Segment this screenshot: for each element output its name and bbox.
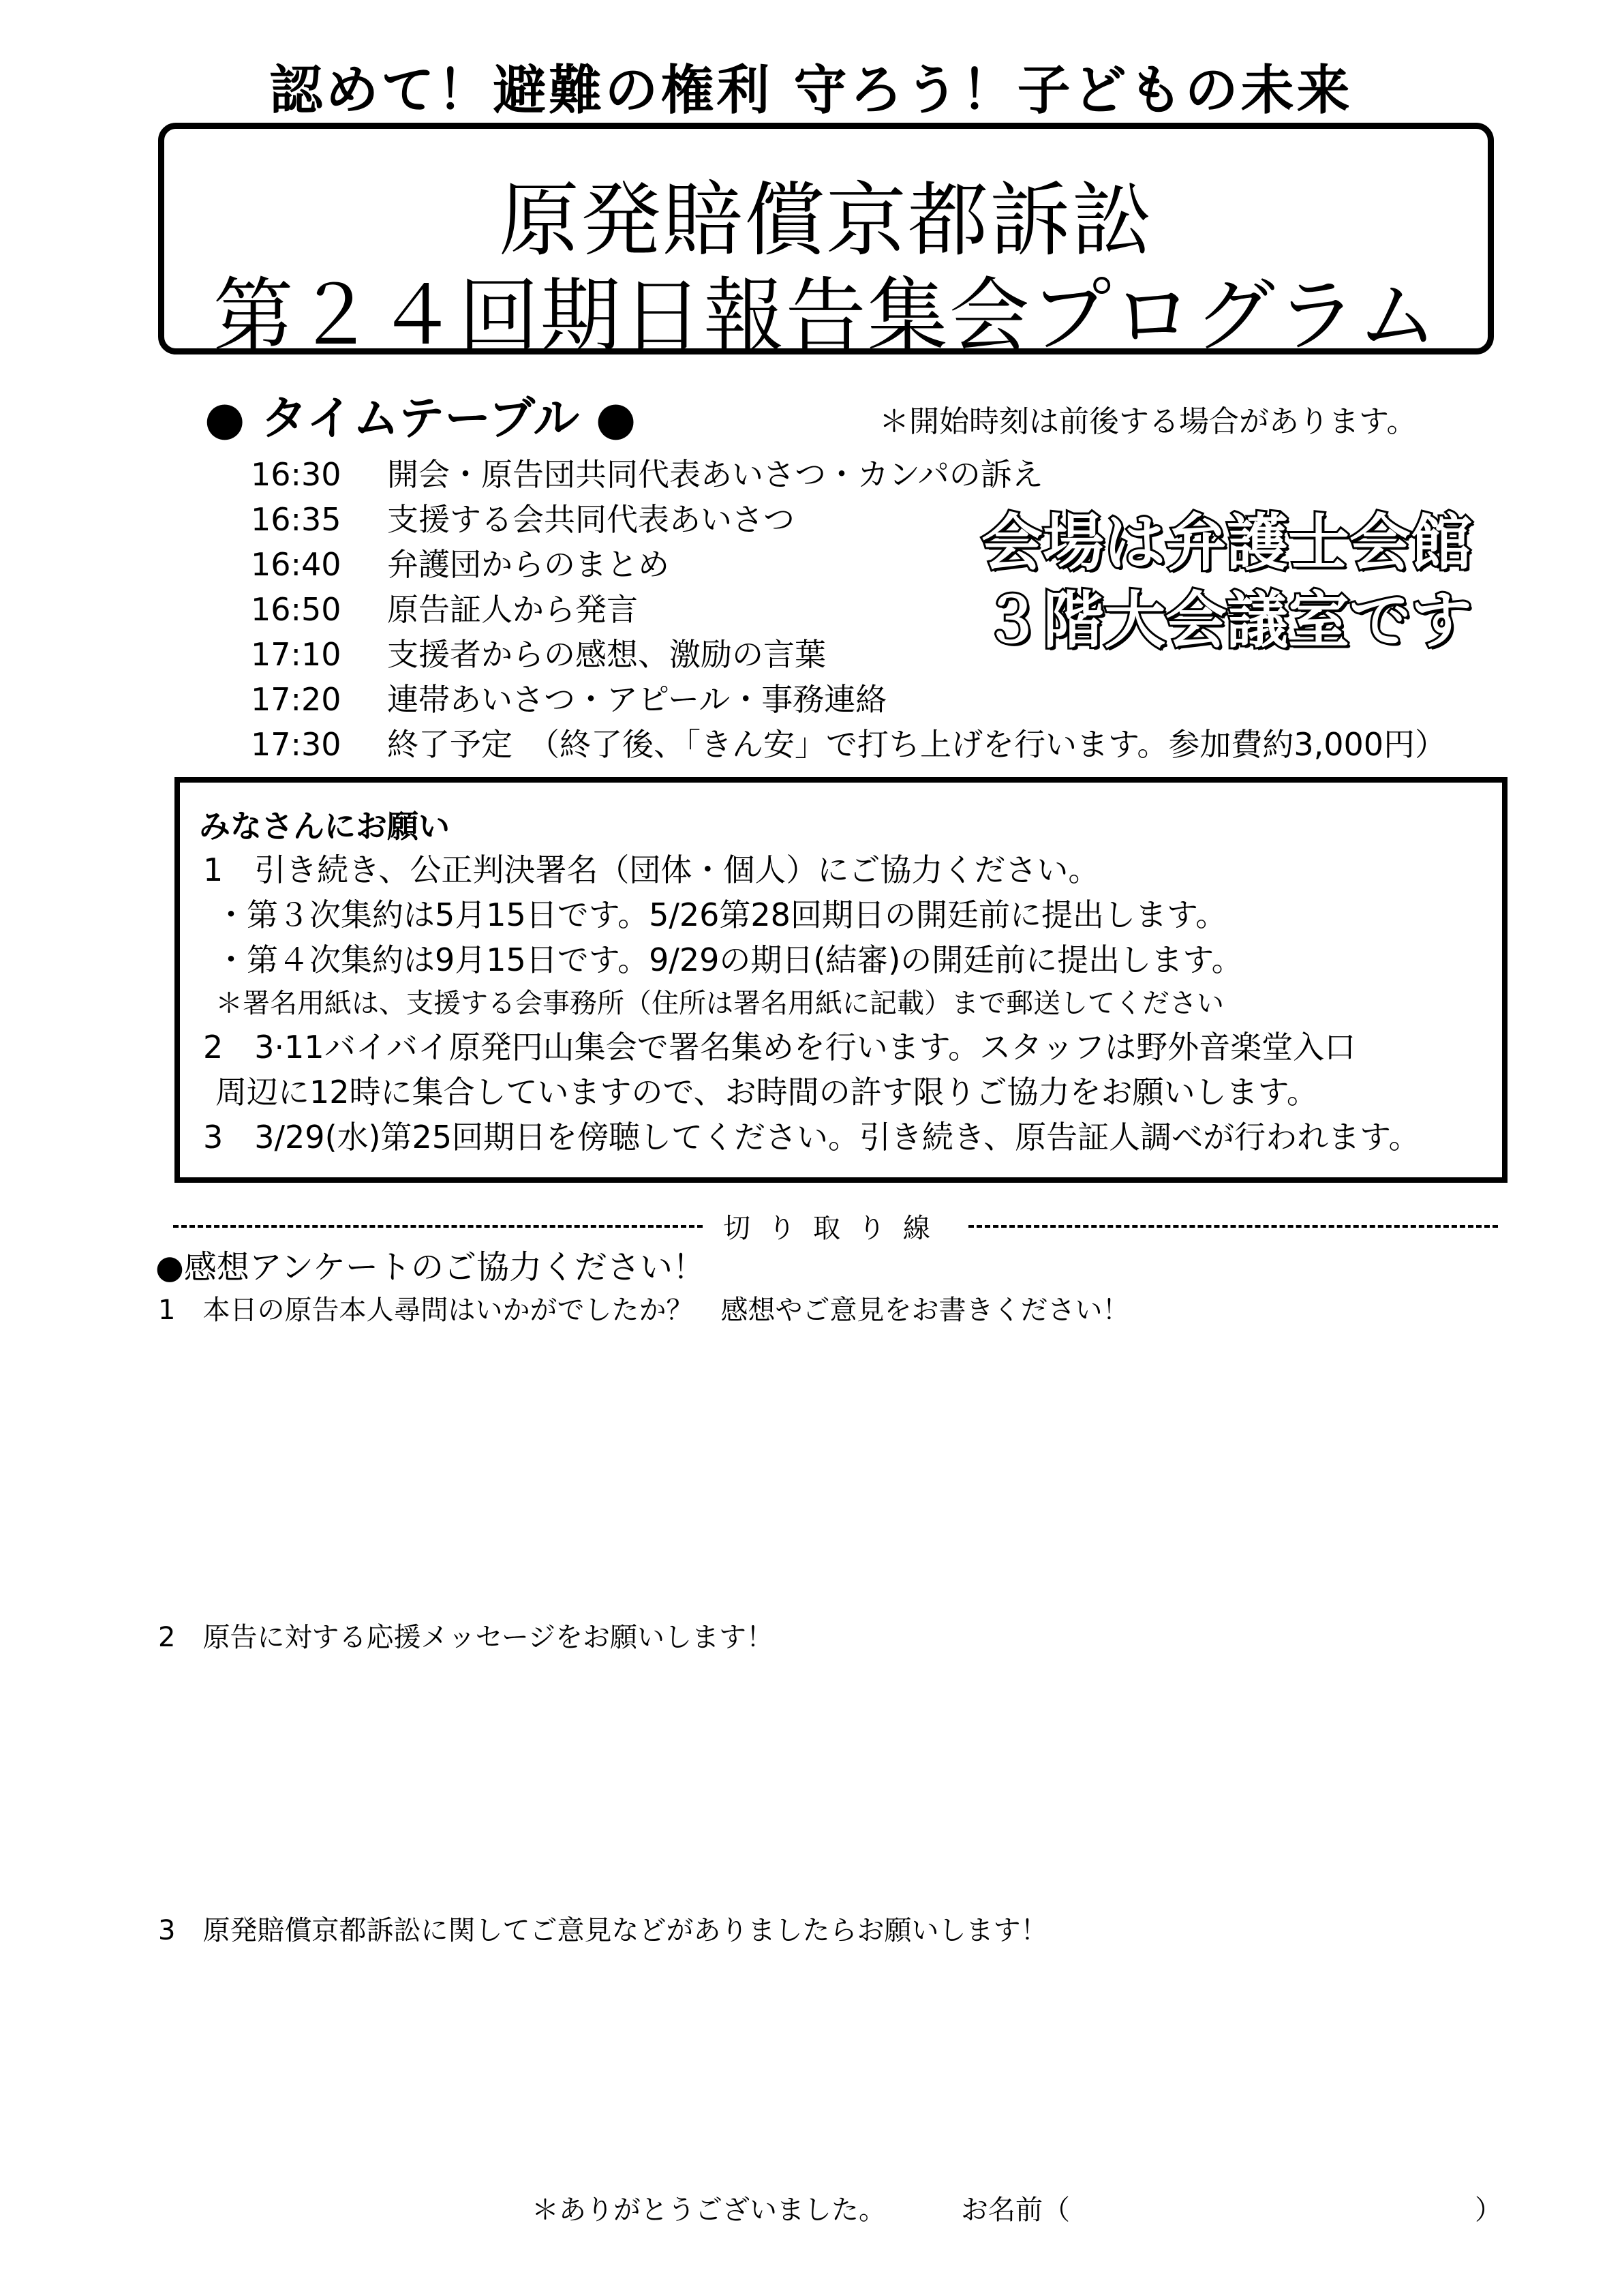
- schedule-time: 16:35: [251, 501, 341, 538]
- schedule-row: [251, 450, 1043, 495]
- request-line: 3 3/29(水)第25回期日を傍聴してください。引き続き、原告証人調べが行われます。: [203, 1119, 1420, 1155]
- cut-line: [173, 1207, 1498, 1245]
- cut-line-dash-right: [968, 1225, 1498, 1228]
- request-line: ・第４次集約は9月15日です。9/29の期日(結審)の開廷前に提出します。: [215, 941, 1243, 978]
- schedule-time: 17:10: [251, 636, 341, 673]
- schedule-text: 連帯あいさつ・アピール・事務連絡: [387, 681, 887, 718]
- schedule-text: 開会・原告団共同代表あいさつ・カンパの訴え: [387, 456, 1043, 493]
- request-line: 周辺に12時に集合していますので、お時間の許す限りご協力をお願いします。: [215, 1074, 1318, 1111]
- schedule-text: 支援者からの感想、激励の言葉: [387, 636, 826, 673]
- cut-line-label: 切り取り線: [723, 1213, 948, 1244]
- requests-title: みなさんにお願い: [199, 808, 450, 845]
- venue-line1: 会場は弁護士会館: [981, 507, 1472, 579]
- schedule-text: 弁護団からのまとめ: [387, 546, 669, 583]
- page-title-line1: 原発賠償京都訴訟: [498, 173, 1153, 267]
- schedule-time: 16:40: [251, 546, 341, 583]
- schedule-text: 終了予定 （終了後、「きん安」で打ち上げを行います。参加費約3,000円）: [387, 726, 1447, 763]
- venue-line2: ３階大会議室です: [981, 585, 1472, 656]
- request-line: ・第３次集約は5月15日です。5/26第28回期日の開廷前に提出します。: [215, 896, 1227, 933]
- schedule-row: [251, 540, 669, 585]
- schedule-time: 16:30: [251, 456, 341, 493]
- name-field-close: ）: [1475, 2194, 1502, 2226]
- survey-question-1: 1 本日の原告本人尋問はいかがでしたか？ 感想やご意見をお書きください！: [158, 1295, 1130, 1326]
- schedule-text: 原告証人から発言: [387, 591, 638, 628]
- cut-line-dash-left: [173, 1225, 703, 1228]
- schedule-row: [251, 675, 887, 720]
- page-title-line2: 第２４回期日報告集会プログラム: [213, 269, 1439, 363]
- timetable-heading: ● タイムテーブル ●: [204, 392, 637, 446]
- schedule-text: 支援する会共同代表あいさつ: [387, 501, 795, 538]
- schedule-row: [251, 585, 638, 630]
- schedule-time: 17:30: [251, 726, 341, 763]
- survey-question-3: 3 原発賠償京都訴訟に関してご意見などがありましたらお願いします！: [158, 1915, 1048, 1946]
- schedule-row: [251, 630, 826, 675]
- schedule-time: 17:20: [251, 681, 341, 718]
- request-line: 2 3·11バイバイ原発円山集会で署名集めを行います。スタッフは野外音楽堂入口: [203, 1029, 1356, 1066]
- schedule-row: [251, 495, 795, 540]
- name-label: お名前（: [961, 2194, 1070, 2226]
- request-line: ＊署名用紙は、支援する会事務所（住所は署名用紙に記載）まで郵送してください: [215, 988, 1224, 1019]
- thanks-text: ＊ありがとうございました。: [532, 2194, 886, 2226]
- survey-title: ●感想アンケートのご協力ください！: [155, 1248, 706, 1286]
- schedule-time: 16:50: [251, 591, 341, 628]
- request-line: 1 引き続き、公正判決署名（団体・個人）にご協力ください。: [203, 851, 1100, 888]
- schedule-row: [251, 720, 1446, 765]
- venue-notice: [981, 504, 1472, 660]
- timetable-note: ＊開始時刻は前後する場合があります。: [879, 404, 1417, 439]
- slogan: 認めて！避難の権利 守ろう！子どもの未来: [269, 59, 1353, 121]
- survey-question-2: 2 原告に対する応援メッセージをお願いします！: [158, 1622, 774, 1653]
